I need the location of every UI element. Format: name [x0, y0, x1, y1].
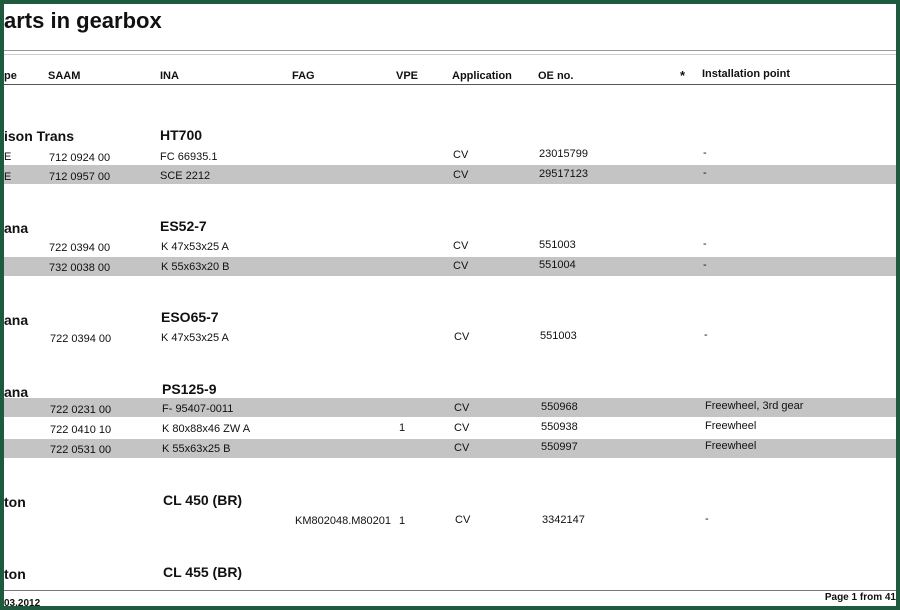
- group-model: HT700: [160, 127, 203, 143]
- group-model: CL 455 (BR): [163, 564, 243, 580]
- group-maker: ana: [4, 220, 29, 236]
- footer-rule: [4, 590, 896, 591]
- cell-vpe: 1: [399, 422, 406, 434]
- cell-oe: 29517123: [539, 168, 588, 180]
- cell-saam: 722 0410 10: [50, 424, 112, 436]
- cell-vpe: 1: [399, 515, 406, 527]
- header-type: pe: [4, 70, 17, 82]
- cell-ina: K 47x53x25 A: [161, 241, 229, 253]
- header-oe-no: OE no.: [538, 70, 574, 82]
- group-model: CL 450 (BR): [163, 492, 243, 508]
- header-ina: INA: [160, 70, 179, 82]
- cell-oe: 551003: [540, 330, 577, 342]
- title-rule-bottom: [4, 54, 896, 55]
- cell-app: CV: [454, 331, 470, 343]
- cell-saam: 712 0924 00: [49, 152, 111, 164]
- cell-oe: 23015799: [539, 148, 588, 160]
- cell-install: Freewheel, 3rd gear: [705, 400, 804, 412]
- cell-oe: 551003: [539, 239, 576, 251]
- row-band: [4, 257, 896, 276]
- group-maker: ton: [4, 494, 26, 510]
- cell-ina: FC 66935.1: [160, 151, 218, 163]
- cell-fag: KM802048.M80201: [295, 515, 392, 527]
- cell-saam: 732 0038 00: [49, 262, 111, 274]
- cell-type: E: [4, 151, 12, 163]
- cell-app: CV: [453, 260, 469, 272]
- cell-install: -: [703, 238, 707, 250]
- cell-saam: 712 0957 00: [49, 171, 111, 183]
- row-band: [4, 439, 896, 458]
- cell-app: CV: [454, 402, 470, 414]
- cell-ina: F- 95407-0011: [162, 403, 234, 415]
- header-installation-point: Installation point: [702, 68, 790, 80]
- cell-app: CV: [454, 442, 470, 454]
- cell-install: -: [703, 259, 707, 271]
- header-vpe: VPE: [396, 70, 419, 82]
- page-title: arts in gearbox: [4, 8, 162, 33]
- group-maker: ana: [4, 384, 29, 400]
- cell-oe: 550997: [541, 441, 578, 453]
- header-saam: SAAM: [48, 70, 81, 82]
- cell-oe: 551004: [539, 259, 576, 271]
- cell-install: Freewheel: [705, 420, 757, 432]
- cell-install: -: [703, 147, 707, 159]
- document-page: [4, 4, 896, 606]
- header-star: *: [680, 68, 686, 83]
- group-model: ESO65-7: [161, 309, 219, 325]
- cell-oe: 3342147: [542, 514, 585, 526]
- cell-install: Freewheel: [705, 440, 757, 452]
- row-band: [4, 165, 896, 184]
- cell-saam: 722 0231 00: [50, 404, 112, 416]
- cell-app: CV: [454, 422, 470, 434]
- group-maker: ton: [4, 566, 26, 582]
- cell-saam: 722 0531 00: [50, 444, 112, 456]
- title-rule-top: [4, 50, 896, 51]
- footer-date: 03.2012: [4, 598, 41, 606]
- cell-ina: K 47x53x25 A: [161, 332, 229, 344]
- cell-ina: SCE 2212: [160, 170, 211, 182]
- cell-ina: K 80x88x46 ZW A: [162, 423, 251, 435]
- cell-saam: 722 0394 00: [50, 333, 112, 345]
- cell-app: CV: [453, 240, 469, 252]
- cell-app: CV: [455, 514, 471, 526]
- cell-saam: 722 0394 00: [49, 242, 111, 254]
- cell-type: E: [4, 171, 12, 183]
- cell-install: -: [704, 329, 708, 341]
- header-rule: [4, 84, 896, 85]
- cell-install: -: [703, 167, 707, 179]
- cell-install: -: [705, 513, 709, 525]
- footer-page-number: Page 1 from 41: [824, 592, 896, 603]
- cell-app: CV: [453, 149, 469, 161]
- group-model: ES52-7: [160, 218, 207, 234]
- group-maker: ana: [4, 312, 29, 328]
- header-fag: FAG: [292, 70, 315, 82]
- group-maker: ison Trans: [4, 128, 75, 144]
- group-model: PS125-9: [162, 381, 217, 397]
- cell-ina: K 55x63x20 B: [161, 261, 230, 273]
- header-application: Application: [452, 70, 512, 82]
- cell-app: CV: [453, 169, 469, 181]
- cell-ina: K 55x63x25 B: [162, 443, 231, 455]
- cell-oe: 550938: [541, 421, 578, 433]
- cell-oe: 550968: [541, 401, 578, 413]
